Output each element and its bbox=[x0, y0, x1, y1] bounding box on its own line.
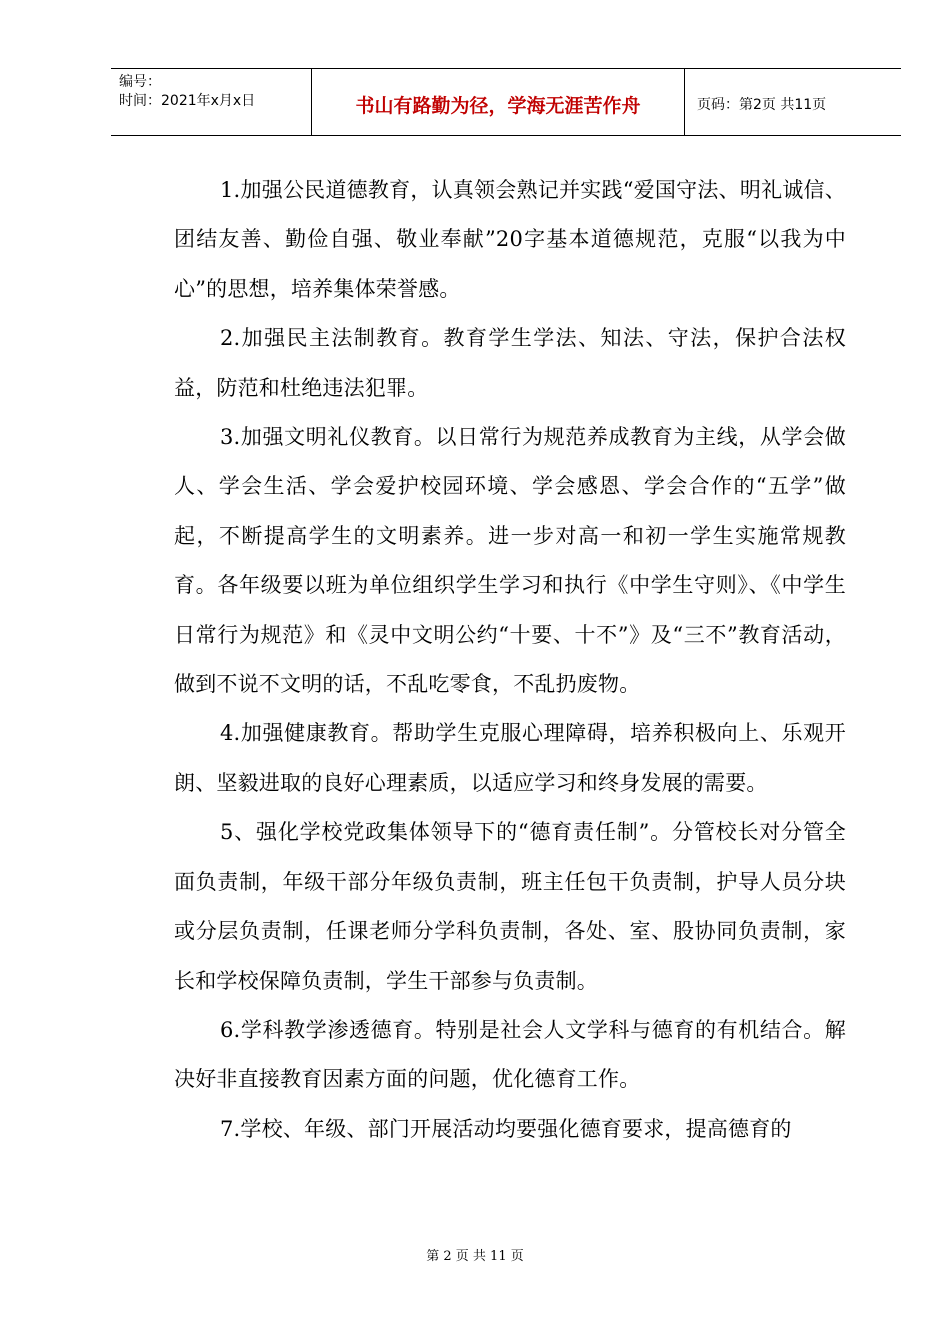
paragraph-4: 4.加强健康教育。帮助学生克服心理障碍，培养积极向上、乐观开朗、坚毅进取的良好心理素质，以适应学习和终身发展的需要。 bbox=[174, 721, 846, 795]
page-footer: 第 2 页 共 11 页 bbox=[426, 1249, 524, 1264]
header-motto-cell bbox=[312, 69, 685, 135]
header-motto: 书山有路勤为径，学海无涯苦作舟 bbox=[355, 94, 641, 117]
paragraph-2: 2.加强民主法制教育。教育学生学法、知法、守法，保护合法权益，防范和杜绝违法犯罪。 bbox=[174, 326, 846, 400]
paragraph-6: 6.学科教学渗透德育。特别是社会人文学科与德育的有机结合。解决好非直接教育因素方面的问题，优化德育工作。 bbox=[174, 1017, 846, 1092]
date-label: 时间：2021年x月x日 bbox=[119, 93, 256, 109]
serial-number-label: 编号： bbox=[119, 74, 161, 90]
paragraph-5: 5、强化学校党政集体领导下的“德育责任制”。分管校长对分管全面负责制，年级干部分年级负责制，班主任包干负责制，护导人员分块或分层负责制，任课老师分学科负责制，各处、室、股协同负责制，家长和学校保障负责制，学生干部参与负责制。 bbox=[174, 820, 846, 993]
document-header bbox=[111, 68, 901, 136]
document-body bbox=[174, 166, 846, 1154]
paragraph-1: 1.加强公民道德教育，认真领会熟记并实践“爱国守法、明礼诚信、团结友善、勤俭自强、敬业奉献”20字基本道德规范，克服“以我为中心”的思想，培养集体荣誉感。 bbox=[174, 178, 846, 301]
header-meta-cell bbox=[111, 69, 312, 135]
header-page-code: 页码：第2页 共11页 bbox=[697, 97, 827, 113]
paragraph-3: 3.加强文明礼仪教育。以日常行为规范养成教育为主线，从学会做人、学会生活、学会爱护校园环境、学会感恩、学会合作的“五学”做起，不断提高学生的文明素养。进一步对高一和初一学生实施常规教育。各年级要以班为单位组织学生学习和执行《中学生守则》、《中学生日常行为规范》和《灵中文明公约“十要、十不”》及“三不”教育活动，做到不说不文明的话，不乱吃零食，不乱扔废物。 bbox=[174, 425, 846, 697]
paragraph-7: 7.学校、年级、部门开展活动均要强化德育要求，提高德育的 bbox=[220, 1116, 792, 1141]
header-page-cell bbox=[685, 69, 901, 135]
